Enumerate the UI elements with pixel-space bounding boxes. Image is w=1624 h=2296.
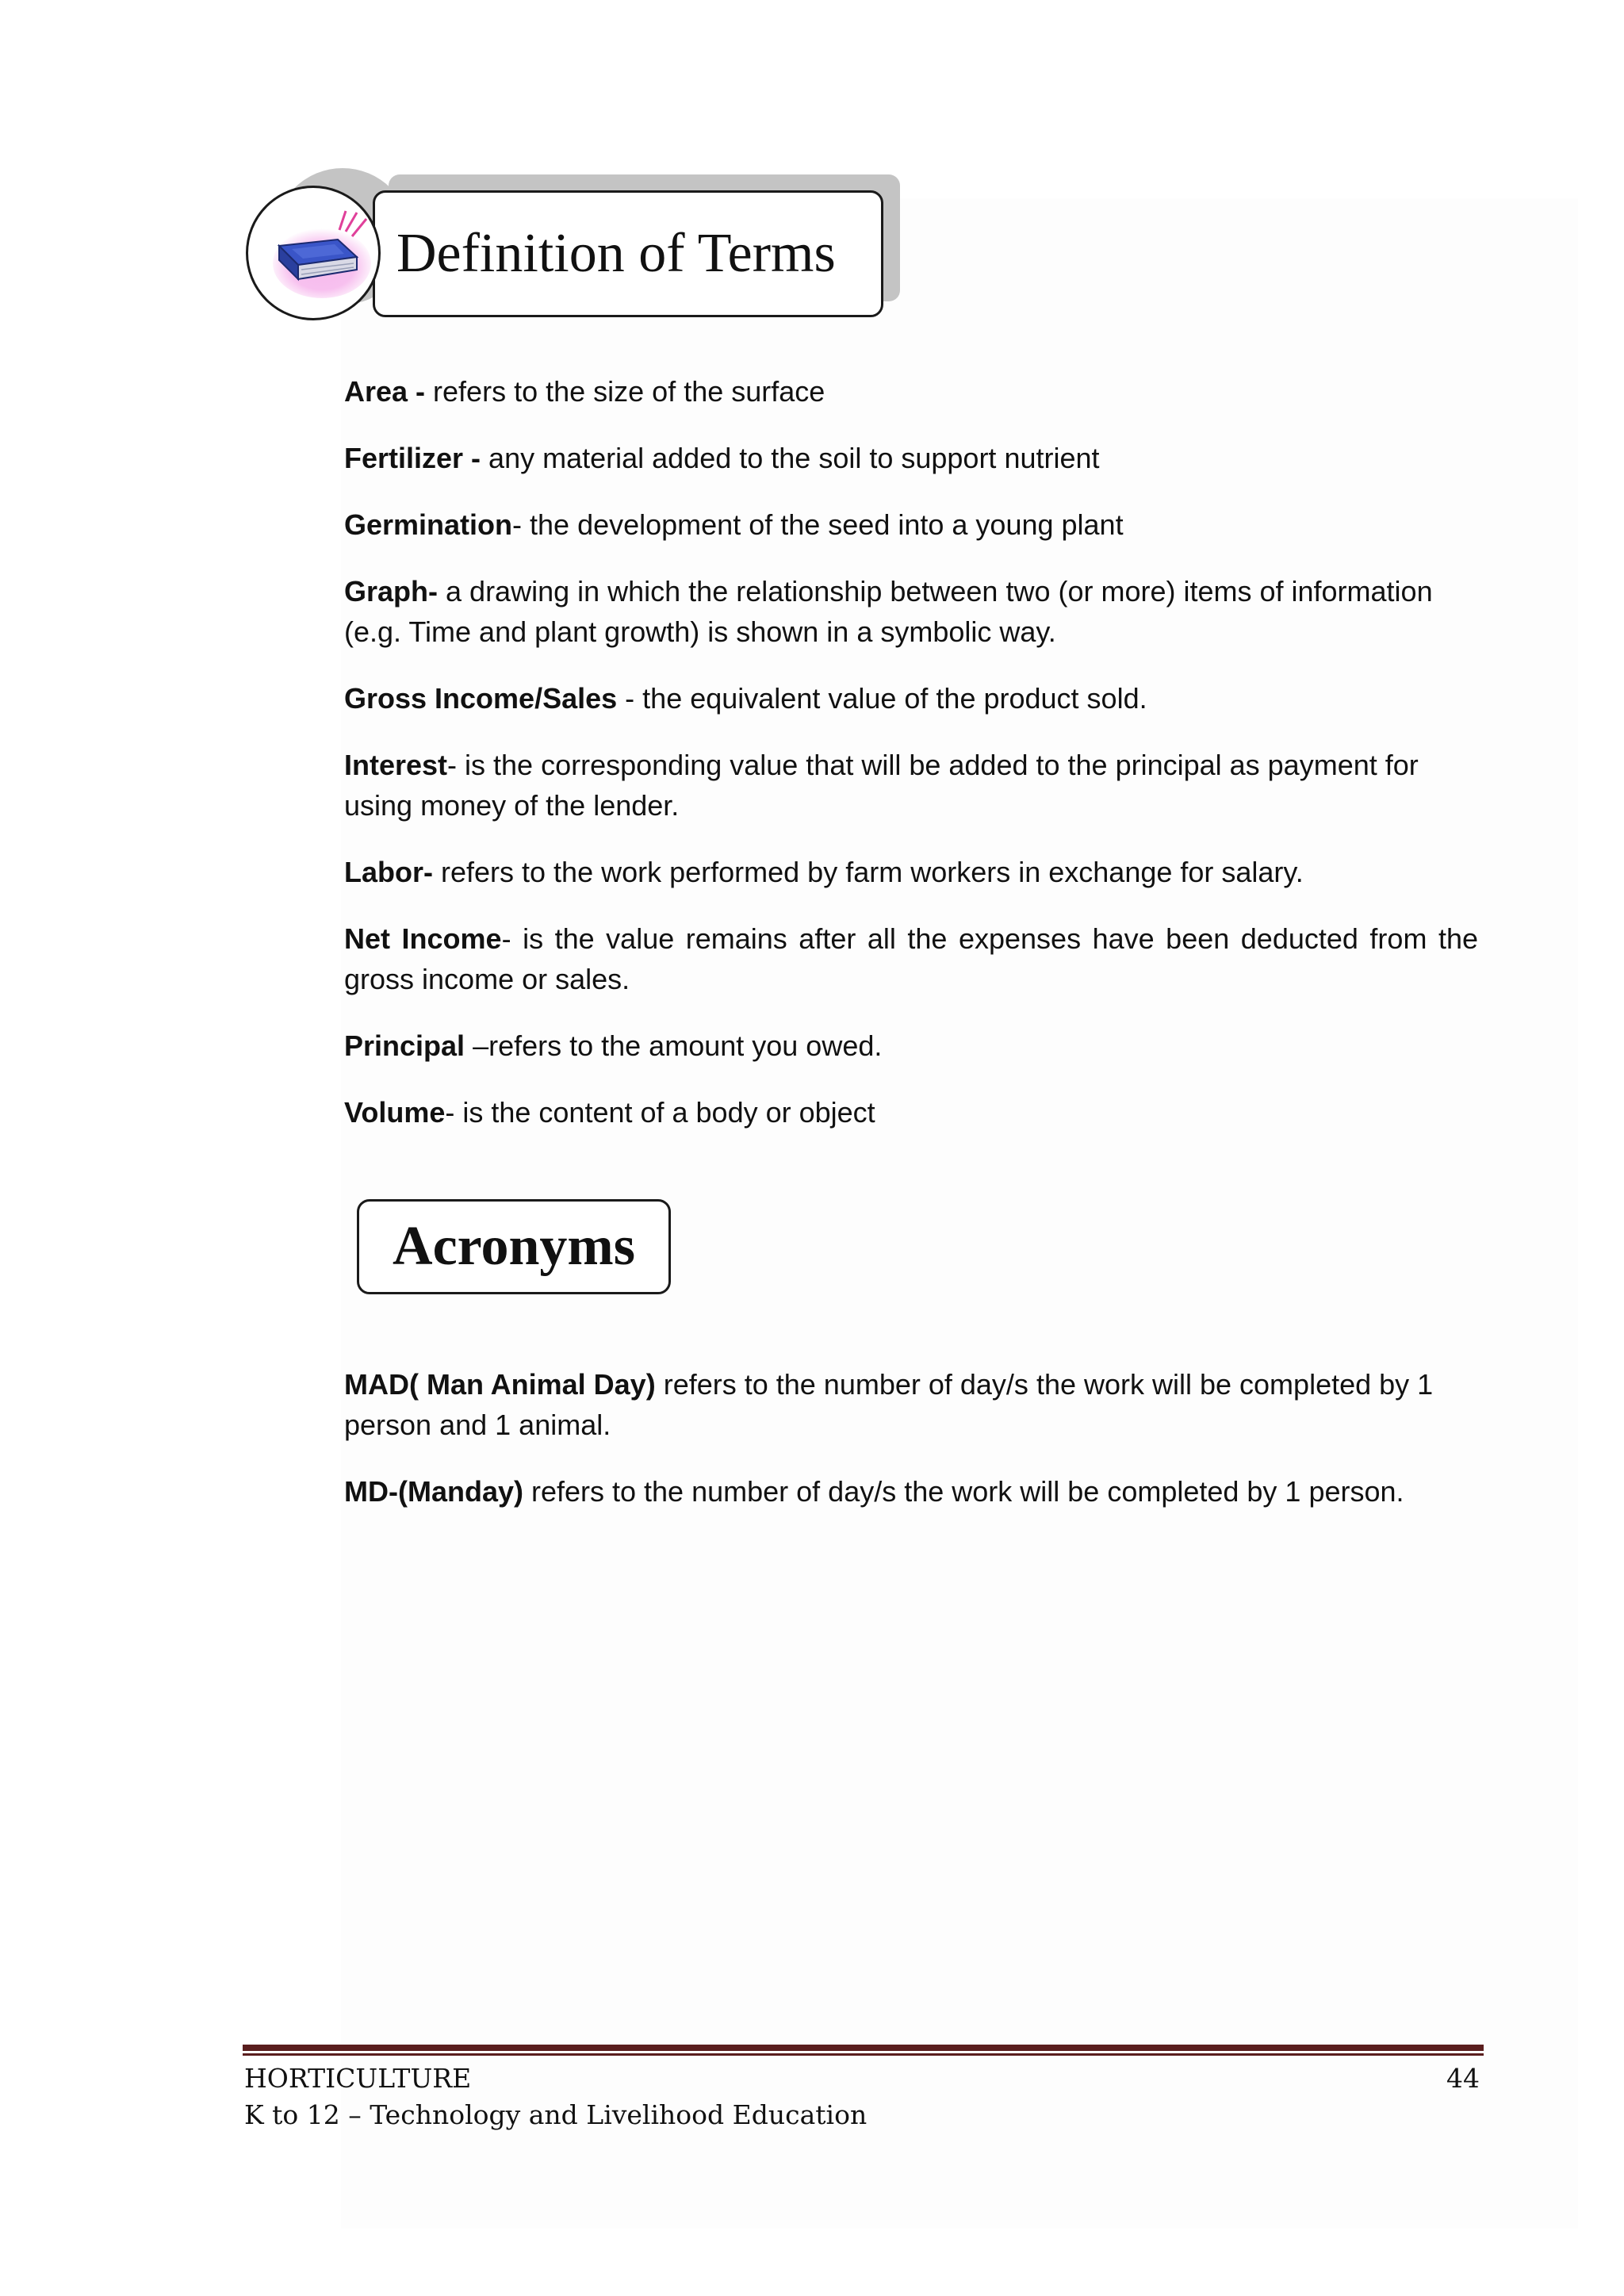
term-definition: - is the corresponding value that will be added to the principal as payment for using money of the lender.: [344, 749, 1419, 822]
term-net-income: [344, 918, 1478, 999]
term-definition: a drawing in which the relationship between two (or more) items of information (e.g. Time and plant growth) is shown in a symbolic way.: [344, 575, 1433, 648]
term-label: Area -: [344, 375, 426, 408]
acronym-definition: refers to the number of day/s the work will be completed by 1 person and 1 animal.: [344, 1368, 1434, 1441]
definition-of-terms-header: [244, 168, 902, 327]
term-labor: [344, 852, 1478, 892]
acronyms-list: [344, 1364, 1478, 1538]
term-fertilizer: [344, 438, 1478, 478]
acronym-label: MAD( Man Animal Day): [344, 1368, 656, 1401]
book-icon: [268, 208, 371, 303]
term-definition: –refers to the amount you owed.: [465, 1029, 883, 1062]
terms-list: [344, 371, 1478, 1159]
term-gross-income: [344, 678, 1478, 719]
term-area: [344, 371, 1478, 412]
footer-rule: [243, 2045, 1484, 2056]
term-principal: [344, 1025, 1478, 1066]
footer-course: K to 12 – Technology and Livelihood Education: [244, 2099, 868, 2130]
term-definition: - the development of the seed into a young plant: [512, 508, 1124, 541]
term-graph: [344, 571, 1478, 652]
term-definition: refers to the size of the surface: [425, 375, 825, 408]
acronym-mad: [344, 1364, 1478, 1445]
term-interest: [344, 745, 1478, 826]
footer-subject: HORTICULTURE: [244, 2063, 472, 2094]
page-title: Definition of Terms: [396, 223, 836, 284]
footer-rule-thick: [243, 2045, 1484, 2051]
term-volume: [344, 1092, 1478, 1133]
acronyms-header: [357, 1199, 671, 1294]
acronym-md: [344, 1471, 1478, 1512]
acronym-label: MD-(Manday): [344, 1475, 523, 1508]
term-definition: - is the content of a body or object: [445, 1096, 875, 1129]
term-label: Interest: [344, 749, 448, 781]
footer-rule-thin: [243, 2053, 1484, 2056]
term-label: Gross Income/Sales: [344, 682, 618, 715]
acronym-definition: refers to the number of day/s the work will be completed by 1 person.: [523, 1475, 1404, 1508]
term-definition: - is the value remains after all the expenses have been deducted from the gross income or sales.: [344, 922, 1478, 995]
term-label: Volume: [344, 1096, 446, 1129]
term-label: Germination: [344, 508, 513, 541]
term-label: Labor-: [344, 856, 433, 888]
term-definition: refers to the work performed by farm workers in exchange for salary.: [433, 856, 1304, 888]
footer-text: [244, 2060, 867, 2133]
page-number: 44: [1446, 2063, 1480, 2094]
acronyms-title: Acronyms: [393, 1216, 635, 1277]
term-label: Principal: [344, 1029, 465, 1062]
term-definition: - the equivalent value of the product sold.: [617, 682, 1147, 715]
term-definition: any material added to the soil to support nutrient: [481, 442, 1100, 474]
term-label: Fertilizer -: [344, 442, 481, 474]
term-germination: [344, 504, 1478, 545]
term-label: Graph-: [344, 575, 439, 608]
term-label: Net Income: [344, 922, 502, 955]
